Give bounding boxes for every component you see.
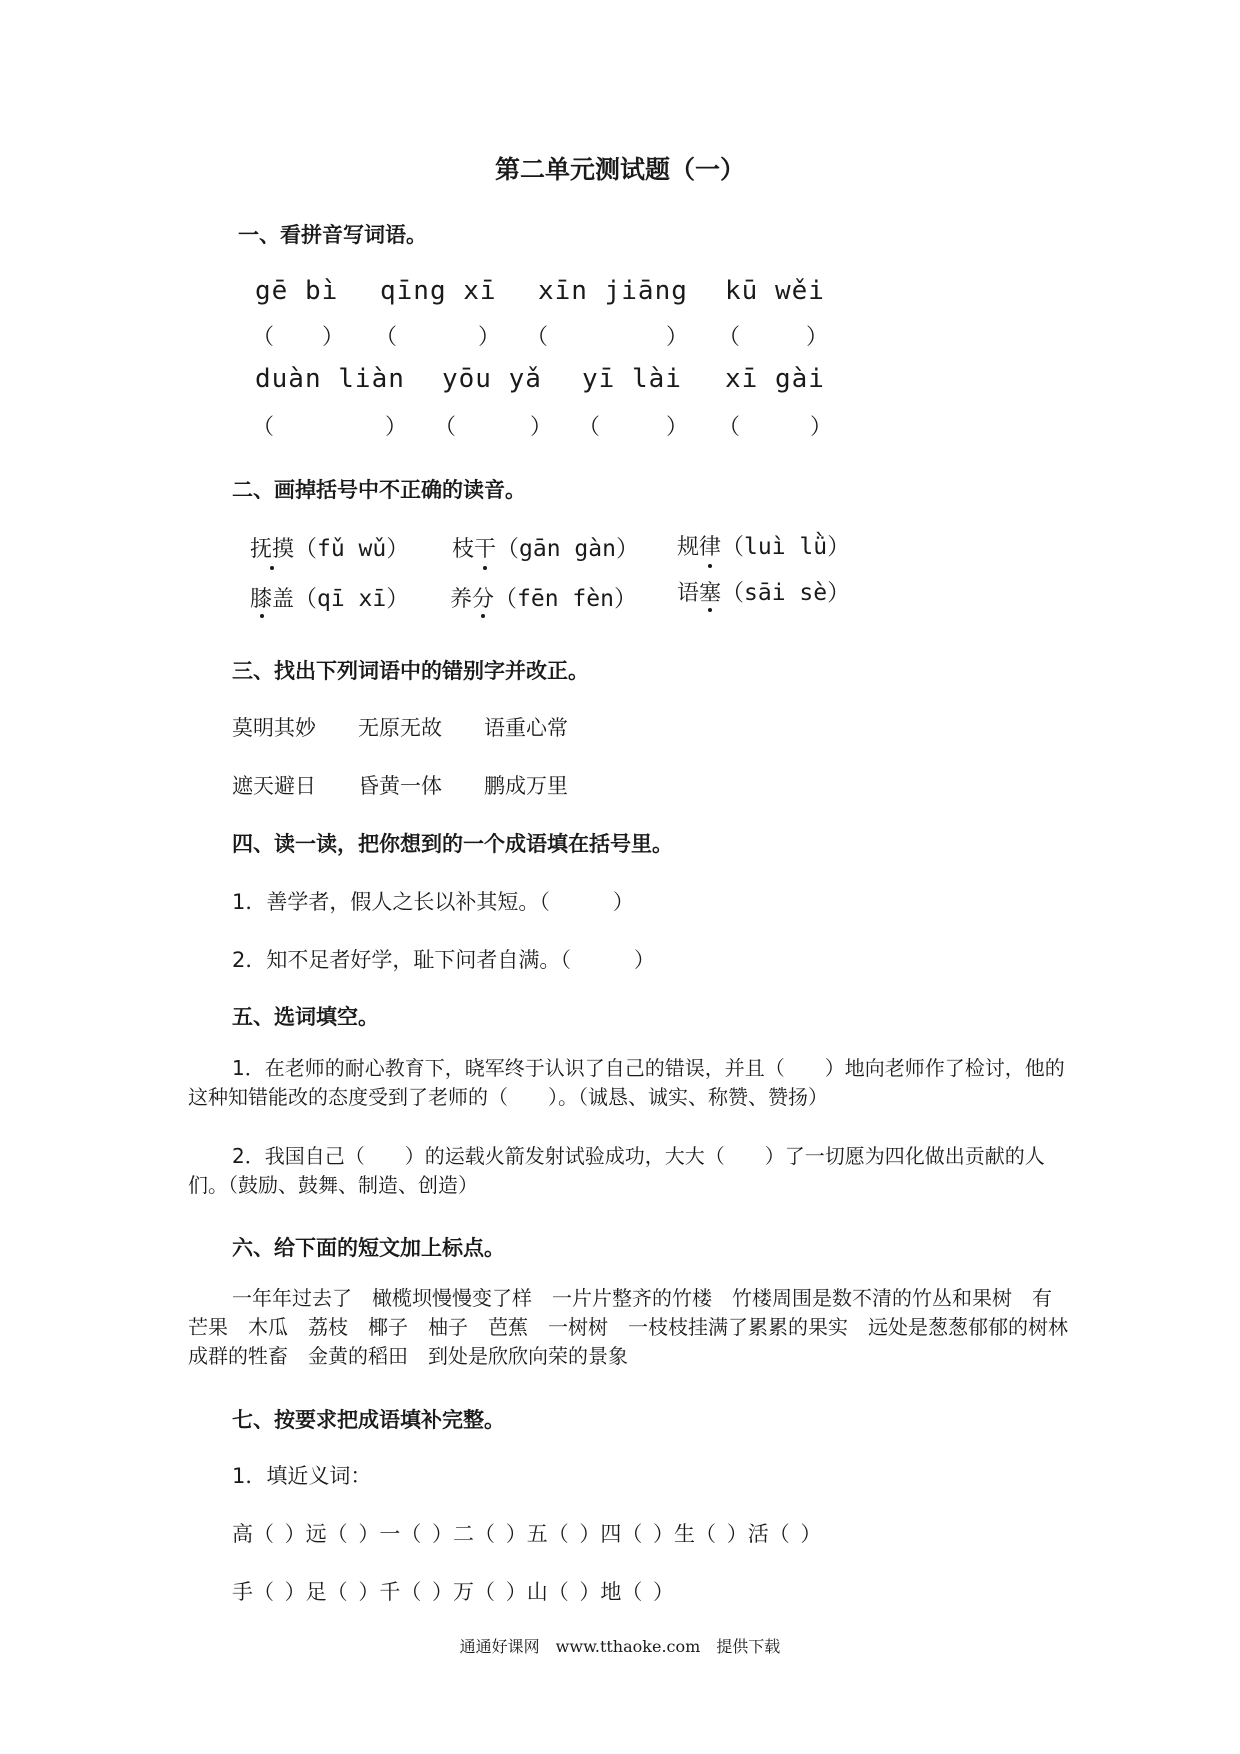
answer-paren-close: ）	[530, 415, 553, 440]
answer-paren-close: ）	[322, 325, 345, 350]
section-7-heading: 七、按要求把成语填补完整。	[232, 1408, 505, 1432]
answer-paren-open: （	[252, 325, 275, 350]
reading-item	[250, 530, 409, 563]
answer-paren-close: ）	[478, 325, 501, 350]
emphasis-dot	[260, 614, 264, 618]
emphasis-dot	[481, 614, 485, 618]
reading-word: 抚摸	[250, 537, 295, 562]
section-5-heading: 五、选词填空。	[232, 1005, 379, 1029]
pinyin-1-3: xīn jiāng	[538, 276, 688, 306]
pinyin-1-2: qīng xī	[380, 276, 497, 306]
reading-pinyin: （sāi sè）	[721, 580, 851, 606]
answer-paren-open: （	[526, 325, 549, 350]
section-3-heading: 三、找出下列词语中的错别字并改正。	[232, 659, 589, 683]
pinyin-2-1: duàn liàn	[255, 364, 405, 394]
reading-pinyin: （fǔ wǔ）	[294, 536, 410, 562]
answer-paren-open: （	[578, 415, 601, 440]
idiom-fill-line-2: 手（ ）足（ ）千（ ）万（ ）山（ ）地（ ）	[232, 1580, 675, 1604]
reading-word: 膝盖	[250, 587, 295, 612]
reading-word: 养分	[450, 587, 495, 612]
emphasis-dot	[708, 608, 712, 612]
section-2-heading: 二、画掉括号中不正确的读音。	[232, 478, 526, 502]
reading-pinyin: （luì lǜ）	[721, 534, 851, 560]
answer-paren-open: （	[718, 415, 741, 440]
question-5-1: 1．在老师的耐心教育下，晓军终于认识了自己的错误，并且（ ）地向老师作了检讨，他的这种知错能改的态度受到了老师的（ ）。（诚恳、诚实、称赞、赞扬）	[188, 1056, 1065, 1109]
typo-words-line-2: 遮天避日 昏黄一体 鹏成万里	[232, 774, 568, 798]
answer-paren-open: （	[718, 325, 741, 350]
answer-paren-close: ）	[666, 325, 689, 350]
section-6-heading: 六、给下面的短文加上标点。	[232, 1236, 505, 1260]
reading-item	[677, 528, 850, 561]
answer-paren-close: ）	[666, 415, 689, 440]
reading-item	[450, 580, 637, 613]
answer-paren-open: （	[252, 415, 275, 440]
reading-item	[677, 574, 850, 607]
pinyin-2-4: xī gài	[725, 364, 825, 394]
reading-word: 规律	[677, 535, 722, 560]
page-title: 第二单元测试题（一）	[494, 155, 745, 184]
pinyin-2-2: yōu yǎ	[442, 364, 542, 394]
reading-item	[452, 530, 639, 563]
footer-credit: 通通好课网 www.tthaoke.com 提供下载	[459, 1637, 781, 1656]
section-1-heading: 一、看拼音写词语。	[238, 223, 427, 247]
emphasis-dot	[708, 564, 712, 568]
section-4-heading: 四、读一读，把你想到的一个成语填在括号里。	[232, 832, 673, 856]
answer-paren-open: （	[375, 325, 398, 350]
typo-words-line-1: 莫明其妙 无原无故 语重心常	[232, 716, 568, 740]
section-7-subheading: 1．填近义词：	[232, 1464, 372, 1488]
reading-pinyin: （gān gàn）	[496, 536, 639, 562]
question-5-2: 2．我国自己（ ）的运载火箭发射试验成功，大大（ ）了一切愿为四化做出贡献的人们。（鼓励、鼓舞、制造、创造）	[188, 1144, 1045, 1197]
pinyin-1-4: kū wěi	[725, 276, 825, 306]
pinyin-1-1: gē bì	[255, 276, 339, 306]
reading-pinyin: （fēn fèn）	[494, 586, 637, 612]
reading-item	[250, 580, 409, 613]
answer-paren-close: ）	[385, 415, 408, 440]
punctuation-passage: 一年年过去了 橄榄坝慢慢变了样 一片片整齐的竹楼 竹楼周围是数不清的竹丛和果树 有芒果 木瓜 荔枝 椰子 柚子 芭蕉 一树树 一枝枝挂满了累累的果实 远处是葱葱郁郁的树林 成群的牲畜 金黄的稻田 到处是欣欣向荣的景象	[188, 1286, 1088, 1368]
emphasis-dot	[270, 566, 274, 570]
emphasis-dot	[483, 566, 487, 570]
reading-pinyin: （qī xī）	[294, 586, 410, 612]
idiom-fill-line-1: 高（ ）远（ ）一（ ）二（ ）五（ ）四（ ）生（ ）活（ ）	[232, 1522, 822, 1546]
pinyin-2-3: yī lài	[582, 364, 682, 394]
answer-paren-open: （	[434, 415, 457, 440]
reading-word: 语塞	[677, 581, 722, 606]
reading-word: 枝干	[452, 537, 497, 562]
question-4-2: 2．知不足者好学，耻下问者自满。（ ）	[232, 948, 655, 972]
question-4-1: 1．善学者，假人之长以补其短。（ ）	[232, 890, 634, 914]
answer-paren-close: ）	[810, 415, 833, 440]
answer-paren-close: ）	[806, 325, 829, 350]
